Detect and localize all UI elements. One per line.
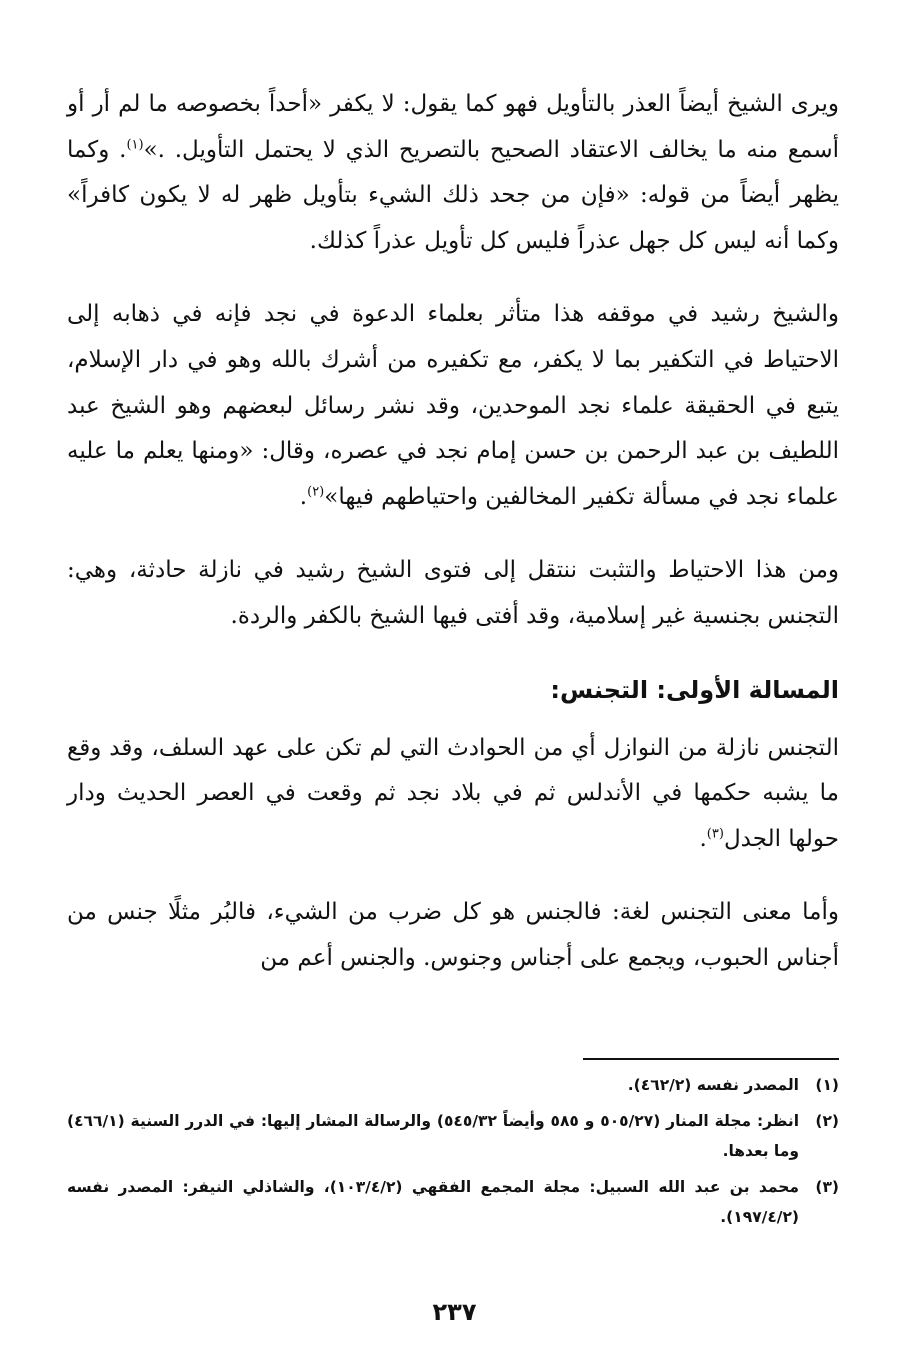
paragraph-4: التجنس نازلة من النوازل أي من الحوادث التي لم تكن على عهد السلف، وقد وقع ما يشبه حكمها في الأندلس ثم في بلاد نجد ثم وقعت في العصر الحديث ودار حولها الجدل$^{(٣)}$. xyxy=(67,734,839,852)
footnote-text: المصدر نفسه (٤٦٢/٢). xyxy=(627,1076,799,1094)
paragraph-3: ومن هذا الاحتياط والتثبت ننتقل إلى فتوى الشيخ رشيد في نازلة حادثة، وهي: التجنس بجنسية غير إسلامية، وقد أفتى فيها الشيخ بالكفر والردة. xyxy=(67,557,839,629)
footnote-number: (٢) xyxy=(815,1112,839,1130)
footnote-ref-1: (١) xyxy=(126,136,144,152)
page-number: ٢٣٧ xyxy=(432,1298,477,1326)
footnotes xyxy=(67,1070,839,1238)
footnote-text: محمد بن عبد الله السبيل: مجلة المجمع الفقهي (١٠٣/٤/٢)، والشاذلي النيفر: المصدر نفسه (١٩٧/٤/٢). xyxy=(67,1178,799,1226)
main-text xyxy=(67,82,839,1010)
paragraph-5: وأما معنى التجنس لغة: فالجنس هو كل ضرب من الشيء، فالبُر مثلًا جنس من أجناس الحبوب، ويجمع على أجناس وجنوس. والجنس أعم من xyxy=(67,899,839,971)
footnote-ref-3: (٣) xyxy=(706,826,724,842)
footnote-2 xyxy=(67,1106,839,1166)
footnote-number: (١) xyxy=(815,1076,839,1094)
footnote-ref-2: (٢) xyxy=(307,484,325,500)
footnote-divider xyxy=(583,1058,839,1060)
paragraph-1: ويرى الشيخ أيضاً العذر بالتأويل فهو كما يقول: لا يكفر «أحداً بخصوصه ما لم أر أو أسمع منه ما يخالف الاعتقاد الصحيح بالتصريح الذي لا يحتمل التأويل. .»$^{(١)}$. وكما يظهر أيضاً من قوله: «فإن من جحد ذلك الشيء بتأويل ظهر له لا يكون كافراً» وكما أنه ليس كل جهل عذراً فليس كل تأويل عذراً كذلك. xyxy=(67,91,839,254)
paragraph-2: والشيخ رشيد في موقفه هذا متأثر بعلماء الدعوة في نجد فإنه في ذهابه إلى الاحتياط في التكفير بما لا يكفر، مع تكفيره من أشرك بالله وهو في دار الإسلام، يتبع في الحقيقة علماء نجد الموحدين، وقد نشر رسائل لبعضهم وهو الشيخ عبد اللطيف بن عبد الرحمن بن حسن إمام نجد في عصره، وقال: «ومنها يعلم ما عليه علماء نجد في مسألة تكفير المخالفين واحتياطهم فيها»$^{(٢)}$. xyxy=(67,301,839,510)
footnote-text: انظر: مجلة المنار (٥٠٥/٢٧ و ٥٨٥ وأيضاً ٥٤٥/٣٢) والرسالة المشار إليها: في الدرر السنية (٤٦٦/١) وما بعدها. xyxy=(67,1112,800,1160)
footnote-1 xyxy=(67,1070,839,1100)
section-heading: المسالة الأولى: التجنس: xyxy=(550,675,839,704)
footnote-number: (٣) xyxy=(815,1178,839,1196)
footnote-3 xyxy=(67,1172,839,1232)
